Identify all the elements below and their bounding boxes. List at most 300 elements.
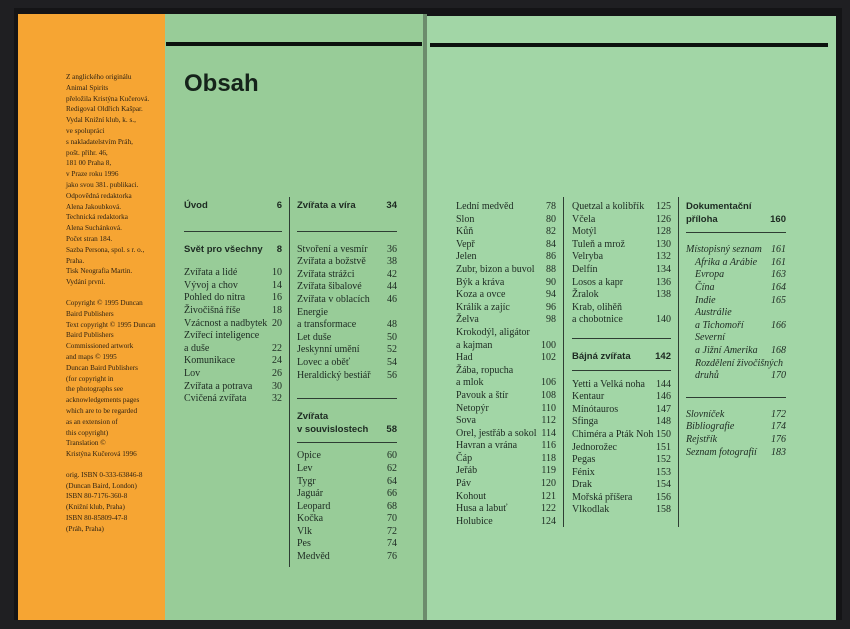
toc-entry-label: Kohout [456,490,486,502]
colophon-line: which are to be regarded [66,406,138,415]
colophon-line: ISBN 80-85809-47-8 [66,514,128,523]
toc-entry-label: Pohled do nitra [184,292,246,304]
toc-entry [184,355,282,368]
toc-entry [572,429,671,442]
toc-entry-label: Austrálie [695,307,732,319]
toc-page-number: 16 [272,292,282,304]
toc-page-number: 128 [656,226,671,238]
toc-page-number: 124 [541,515,556,527]
toc-entry-label: Drak [572,479,592,491]
toc-entry-label: Koza a ovce [456,289,506,301]
colophon-line: Alena Jakoubková. [66,202,122,211]
toc-section-vira [297,200,397,213]
toc-entry [572,264,671,277]
toc-entry-label: Žába, ropucha [456,364,514,376]
toc-entry-label: Rejstřík [686,433,718,445]
toc-page-number: 150 [656,428,671,440]
toc-section-svet [184,244,282,257]
toc-entry-label: Leopard [297,500,331,512]
toc-page-number: 122 [541,503,556,515]
toc-page-number: 136 [656,276,671,288]
toc-entry [456,428,556,441]
toc-entry [456,264,556,277]
colophon-line: Odpovědná redaktorka [66,191,132,200]
toc-entry-label: Tygr [297,475,316,487]
toc-entry [184,318,282,331]
toc-section-uvod [184,200,282,213]
toc-entry-list [297,244,397,383]
colophon-line: Tisk Neografia Martin. [66,267,133,276]
colophon-line: Copyright © 1995 Duncan [66,298,143,307]
toc-page-number: 118 [541,452,556,464]
toc-page-number: 125 [656,201,671,212]
toc-entry-label: Let duše [297,331,332,343]
toc-entry [297,244,397,257]
toc-column-4 [572,201,671,517]
colophon-line: v Praze roku 1996 [66,170,119,179]
toc-page-number: 168 [771,344,786,356]
toc-entry [572,201,671,214]
colophon-line: Počet stran 184. [66,234,113,243]
toc-entry-label: Jelen [456,251,477,263]
toc-entry-label: Motýl [572,226,597,238]
colophon-line: (Knižní klub, Praha) [66,503,125,512]
toc-entry-label: a chobotnice [572,314,623,326]
toc-page-number: 114 [541,427,556,439]
toc-entry-label: Zvířata v oblacích [297,293,370,305]
toc-entry [456,251,556,264]
toc-page-number: 121 [541,490,556,502]
toc-column-2 [297,200,397,564]
toc-entry [184,267,282,280]
toc-page-number: 90 [546,276,556,288]
toc-page-number: 74 [387,538,397,550]
colophon-line: s nakladatelstvím Práh, [66,137,133,146]
toc-entry [184,381,282,394]
toc-entry [456,415,556,428]
toc-page-number: 14 [272,279,282,291]
toc-entry-label: Tuleň a mrož [572,238,625,250]
toc-entry [686,282,786,295]
toc-entry-label: Afrika a Arábie [695,256,758,268]
colophon-line: (Duncan Baird, London) [66,481,137,490]
toc-entry [297,538,397,551]
toc-section-label-line1: Dokumentační [686,201,752,212]
colophon-line: (Práh, Praha) [66,524,104,533]
toc-page-number: 151 [656,441,671,453]
toc-entry [572,289,671,302]
toc-entry-label: Jaguár [297,488,324,500]
colophon-publication-info [66,72,166,288]
toc-entry-label: Quetzal a kolibřík [572,201,645,212]
toc-page-number: 160 [770,213,786,225]
toc-entry-label: Slon [456,213,475,225]
toc-entry-list [297,450,397,563]
toc-entry-list [456,201,556,528]
toc-entry-list [686,244,786,383]
toc-entry [297,357,397,370]
toc-entry-label: Zvířata a potrava [184,380,253,392]
toc-entry [686,370,786,383]
toc-entry-label: Zvířecí inteligence [184,330,260,342]
toc-page-number: 183 [771,446,786,458]
toc-entry [456,214,556,227]
toc-entry-label: Evropa [695,269,725,281]
toc-entry-label: Živočišná říše [184,304,241,316]
toc-entry-label: Lovec a oběť [297,356,351,368]
toc-entry [297,332,397,345]
column-divider [289,197,290,567]
colophon-isbn [66,470,166,535]
header-rule-right [430,43,828,47]
toc-page-number: 34 [386,200,397,211]
toc-column-3 [456,201,556,528]
toc-entry-label: Vzácnost a nadbytek [184,317,268,329]
toc-page-number: 78 [546,201,556,212]
page-title: Obsah [184,70,259,97]
toc-entry [297,488,397,501]
colophon-line: Alena Suchánková. [66,224,122,233]
toc-entry [184,368,282,381]
toc-entry-list [686,409,786,459]
toc-entry [686,332,786,345]
toc-entry [456,516,556,529]
toc-entry [297,450,397,463]
toc-entry [572,479,671,492]
toc-entry-label: Mořská příšera [572,491,633,503]
toc-entry [184,305,282,318]
toc-column-5 [686,201,786,459]
toc-entry-label: Lov [184,367,201,379]
toc-page-number: 108 [541,389,556,401]
toc-entry-label: Orel, jestřáb a sokol [456,427,537,439]
toc-entry [456,277,556,290]
toc-entry [184,280,282,293]
toc-entry-label: Rozdělení živočišných [695,357,784,369]
colophon-line: přeložila Kristýna Kučerová. [66,94,150,103]
toc-entry-label: a Jižní Amerika [695,344,758,356]
toc-page-number: 172 [771,408,786,420]
toc-entry [184,343,282,356]
toc-page-number: 72 [387,525,397,537]
toc-section-label [297,411,368,436]
colophon-line: (for copyright in [66,374,114,383]
toc-page-number: 148 [656,416,671,428]
toc-entry [456,491,556,504]
toc-entry-label: Fénix [572,466,595,478]
toc-page-number: 62 [387,462,397,474]
toc-entry-label: Jeskynní umění [297,344,360,356]
toc-page-number: 50 [387,331,397,343]
toc-entry [572,277,671,290]
toc-page-number: 130 [656,238,671,250]
toc-page-number: 86 [546,251,556,263]
toc-entry [297,269,397,282]
toc-entry-label: Kůň [456,226,474,238]
toc-entry [456,403,556,416]
toc-entry [572,314,671,327]
toc-page-number: 20 [272,317,282,329]
toc-entry-label: Kentaur [572,391,605,403]
toc-entry [572,504,671,517]
toc-section-label: Bájná zvířata [572,350,631,362]
toc-page-number: 26 [272,367,282,379]
toc-column-1 [184,200,282,406]
toc-entry-label: Husa a labuť [456,503,508,515]
toc-page-number: 161 [771,256,786,268]
colophon-line: the photographs see [66,385,124,394]
toc-page-number: 82 [546,226,556,238]
toc-entry [456,440,556,453]
toc-page-number: 84 [546,238,556,250]
toc-entry-label: Jeřáb [456,465,478,477]
toc-page-number: 161 [771,244,786,256]
toc-section-souvislosti [297,411,397,436]
colophon-line: Technická redaktorka [66,213,128,222]
toc-entry [297,526,397,539]
toc-entry-label: Sfinga [572,416,599,428]
colophon-line: Animal Spirits [66,83,109,92]
toc-page-number: 6 [276,200,282,211]
toc-entry-label: Losos a kapr [572,276,624,288]
toc-entry-label: Žralok [572,289,599,301]
toc-entry [456,478,556,491]
toc-page-number: 146 [656,391,671,403]
toc-entry-label: Netopýr [456,402,489,414]
toc-entry [456,201,556,214]
toc-entry-label: Býk a kráva [456,276,505,288]
toc-section-label: Zvířata a víra [297,200,356,211]
colophon-line: ISBN 80-7176-360-8 [66,492,128,501]
toc-entry [686,269,786,282]
toc-entry-label: Místopisný seznam [686,244,762,256]
toc-entry-label: Vlkodlak [572,504,610,516]
toc-section-label [686,201,751,226]
toc-page-number: 58 [386,423,397,435]
toc-page-number: 8 [276,243,282,255]
toc-page-number: 164 [771,281,786,293]
toc-entry-label: Had [456,352,473,364]
colophon-line: Praha. [66,256,85,265]
toc-entry-label: Čáp [456,452,473,464]
toc-entry [686,295,786,308]
toc-entry [572,251,671,264]
toc-page-number: 70 [387,513,397,525]
colophon-line: and maps © 1995 [66,352,117,361]
toc-entry [297,281,397,294]
colophon-line: 181 00 Praha 8, [66,159,112,168]
toc-entry [572,302,671,315]
toc-entry [297,370,397,383]
colophon-line: orig. ISBN 0-333-63846-8 [66,470,143,479]
toc-entry [572,239,671,252]
toc-page-number: 112 [541,415,556,427]
toc-page-number: 116 [541,440,556,452]
colophon-line: Kristýna Kučerová 1996 [66,450,137,459]
toc-page-number: 96 [546,301,556,313]
colophon-line: Duncan Baird Publishers [66,363,138,372]
toc-entry [456,289,556,302]
toc-entry-label: Medvěd [297,551,330,563]
toc-section-label-line2: v souvislostech [297,423,369,435]
toc-page-number: 174 [771,421,786,433]
toc-entry-label: Chiméra a Pták Noh [572,428,654,440]
colophon-line: Text copyright © 1995 Duncan [66,320,156,329]
toc-entry-label: Čína [695,281,715,293]
toc-entry-label: Krokodýl, aligátor [456,326,530,338]
colophon-line: Vydání první. [66,278,106,287]
toc-entry-label: Yetti a Velká noha [572,378,645,390]
column-divider [563,197,564,527]
toc-page-number: 163 [771,269,786,281]
toc-entry [572,404,671,417]
toc-entry [456,302,556,315]
toc-section-label: Úvod [184,200,208,211]
toc-entry [297,551,397,564]
toc-entry [572,226,671,239]
toc-page-number: 132 [656,251,671,263]
toc-entry-label: Pavouk a štír [456,389,509,401]
toc-entry [686,320,786,333]
toc-entry [456,340,556,353]
toc-entry-label: Zvířata šibalové [297,281,362,293]
toc-entry [456,465,556,478]
toc-page-number: 94 [546,289,556,301]
toc-entry-label: a kajman [456,339,493,351]
toc-entry-label: Pegas [572,454,596,466]
toc-page-number: 170 [771,370,786,382]
toc-entry-label: Cvičená zvířata [184,393,247,405]
toc-entry-label: Zvířata a lidé [184,267,238,279]
toc-entry-label: Pes [297,538,311,550]
toc-page-number: 153 [656,466,671,478]
toc-entry [572,379,671,392]
toc-entry [686,421,786,434]
toc-section-label-line1: Zvířata [297,411,329,423]
toc-entry-label: Jednorožec [572,441,617,453]
toc-entry-label: Indie [695,294,716,306]
colophon-line: Translation © [66,439,106,448]
toc-entry-label: Lev [297,462,313,474]
toc-page-number: 64 [387,475,397,487]
toc-page-number: 38 [387,256,397,268]
toc-page-number: 48 [387,319,397,331]
toc-page-number: 32 [272,393,282,405]
toc-entry [456,352,556,365]
colophon-copyright [66,298,166,460]
toc-entry [572,454,671,467]
toc-page-number: 142 [655,350,671,362]
colophon-line: Z anglického originálu [66,73,132,81]
toc-entry [297,319,397,332]
toc-page-number: 126 [656,213,671,225]
toc-entry [297,476,397,489]
toc-page-number: 102 [541,352,556,364]
toc-entry-label: Delfín [572,263,598,275]
colophon-line: Redigoval Oldřich Kašpar. [66,105,143,114]
toc-entry [572,416,671,429]
toc-entry [184,292,282,305]
toc-entry-label: Králík a zajíc [456,301,510,313]
toc-page-number: 60 [387,450,397,462]
toc-entry [184,393,282,406]
toc-entry [686,244,786,257]
toc-entry-label: druhů [695,370,719,382]
toc-entry [686,345,786,358]
toc-page-number: 154 [656,479,671,491]
toc-entry-label: a transformace [297,319,357,331]
toc-entry [686,434,786,447]
colophon-line: Sazba Persona, spol. s r. o., [66,245,145,254]
colophon-line: this copyright) [66,428,109,437]
toc-entry-label: Sova [456,415,476,427]
toc-entry-label: Opice [297,450,321,462]
toc-entry [456,503,556,516]
colophon-line: Vydal Knižní klub, k. s., [66,116,136,125]
toc-entry-list [572,201,671,327]
toc-entry-list [184,267,282,406]
toc-entry [456,226,556,239]
toc-entry [297,307,397,320]
toc-entry [686,358,786,371]
toc-entry-label: Stvoření a vesmír [297,243,368,255]
toc-page-number: 68 [387,500,397,512]
toc-entry-label: Zubr, bizon a buvol [456,263,535,275]
toc-page-number: 76 [387,551,397,563]
colophon-line: Baird Publishers [66,331,114,340]
toc-entry-label: a mlok [456,377,484,389]
toc-entry-label: Zvířata a božstvě [297,256,366,268]
toc-page-number: 80 [546,213,556,225]
toc-page-number: 24 [272,355,282,367]
toc-entry [456,377,556,390]
toc-entry-label: Vlk [297,525,312,537]
colophon-line: as an extension of [66,417,118,426]
toc-page-number: 88 [546,263,556,275]
toc-page-number: 144 [656,378,671,390]
toc-entry [297,463,397,476]
toc-section-bajna [572,351,671,364]
colophon [66,72,166,545]
toc-page-number: 138 [656,289,671,301]
toc-page-number: 140 [656,314,671,326]
toc-entry [572,214,671,227]
toc-entry [456,327,556,340]
toc-entry-label: Vývoj a chov [184,279,238,291]
toc-entry [572,391,671,404]
toc-entry-label: Energie [297,306,328,318]
toc-page-number: 54 [387,356,397,368]
toc-page-number: 18 [272,304,282,316]
colophon-line: pošt. přihr. 46, [66,148,108,157]
column-divider [678,197,679,527]
book-spine [423,14,427,620]
toc-entry-label: Velryba [572,251,604,263]
toc-entry-label: Včela [572,213,596,225]
toc-entry-label: Krab, olihěň [572,301,622,313]
toc-entry [456,314,556,327]
toc-page-number: 36 [387,243,397,255]
colophon-line: jako svou 381. publikaci. [66,180,139,189]
toc-page-number: 106 [541,377,556,389]
toc-entry-label: Severní [695,332,725,344]
toc-entry-label: Heraldický bestiář [297,369,371,381]
toc-entry-label: Lední medvěd [456,201,514,212]
colophon-line: Commissioned artwork [66,342,134,351]
toc-entry-label: Holubice [456,515,493,527]
toc-entry [686,409,786,422]
toc-page-number: 152 [656,454,671,466]
